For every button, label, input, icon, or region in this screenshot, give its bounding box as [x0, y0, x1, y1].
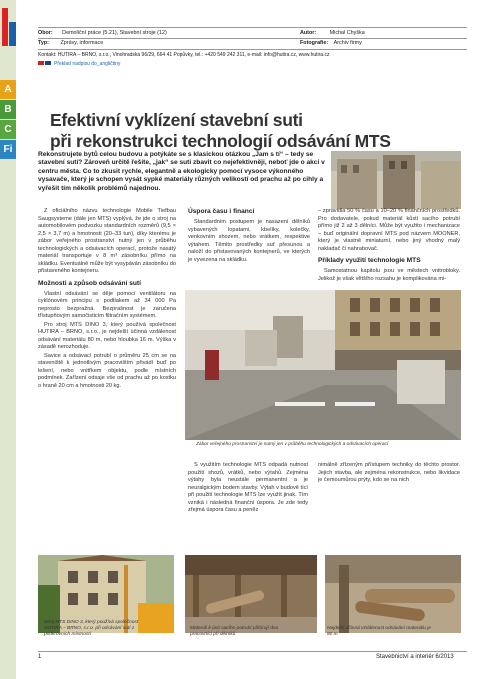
- typ-label: Typ:: [38, 40, 49, 46]
- street-works-caption: Zábor veřejného prostranství je nutný jen v průběhu technologických a odsávacích operací: [196, 442, 389, 447]
- tab-a-label: A: [4, 84, 12, 95]
- mid-left-paragraph: S využitím technologie MTS odpadá nutnost použití shozů, vrátků, nebo výtahů. Zejména výtahy byla neustále permanentní a je neuralgickým bodem stavby. Výtah v budově tící při použití technologie MTS lze využít jinak. Tím vzniká i následná finanční úspora. Je zde tedy zřejmá úspora času a peněz: [188, 462, 308, 513]
- street-scene-photo-top: [331, 151, 461, 209]
- foto-label: Fotografie:: [300, 40, 329, 46]
- header-rule-bottom: [38, 49, 467, 50]
- flag-uk-icon: [45, 61, 51, 65]
- autor-label: Autor:: [300, 30, 317, 36]
- col1-paragraph-4: Savice a odsávací potrubí o průměru 25 cm se na staveniště k jednotlivým pracovištím přivádí buď po lešení, nebo vnitřkem objektu, podle místních podmínek. Zařízení odsaje vše od prachu až po kostku o hraně 20 cm a hmotnosti 20 kg.: [38, 352, 176, 389]
- col1-paragraph-1: Z oficiálního názvu technologie Mobile Tiefbau Saugsysteme (dále jen MTS) vyplývá, že jde o stroj na automobilovém podvozku standardních rozměrů (9,5 × 2,5 × 3,7 m) a hmotnosti (20–33 tun), díky kterému je zábor veřejného prostranství nutný jen v průběhu technologických a odsávacích operací, protože nasátý materiál transportuje v 8 m³ zásobníku přímo na skládku. Eventuálně může být vysypáván zásobníku do přistaveného kontejneru.: [38, 208, 176, 274]
- col3-paragraph-2: Samostatnou kapitolu jsou ve městech vnitrobloky. Jelikož je však většího rozsahu je komplikována mi-: [318, 268, 460, 282]
- column-2: [188, 208, 310, 265]
- column-1: [38, 208, 176, 391]
- col1-heading: Možnosti a způsob odsávání sutí: [38, 279, 141, 287]
- street-works-photo: [185, 290, 461, 440]
- meta-foto: [300, 40, 362, 47]
- meta-obor: [38, 30, 167, 37]
- col2-paragraph-1: Standardním postupem je nasazení dělníků vybavených lopatami, kbelíky, kolečky, venkovním shozem, nebo vrátkem, respektive výtahem. Těmito prostředky suť přesunou a naloží do přistavovaných kontejnerů, ve kterých je vyvezena na skládku.: [188, 219, 310, 263]
- tab-b[interactable]: [0, 100, 16, 119]
- header-rule-mid: [38, 38, 467, 39]
- mid-column-right: [318, 462, 460, 486]
- autor-value: Michal Chyška: [329, 30, 365, 36]
- flag-cz-icon: [38, 61, 44, 65]
- article-title: [50, 110, 430, 152]
- tab-fi-label: Fi: [3, 144, 13, 155]
- tab-a[interactable]: [0, 80, 16, 99]
- mid-right-paragraph: nimálně zřízeným přístupem techniky do těchto prostor. Jejich stavba, ale zejména rekonstrukce, nebo likvidace je čemoumůrou prýty, kdo se na nich: [318, 462, 460, 483]
- pipe-photo: [325, 555, 461, 633]
- tab-c[interactable]: [0, 120, 16, 139]
- obor-label: Obor:: [38, 30, 53, 36]
- tab-fi[interactable]: [0, 140, 16, 159]
- col1-paragraph-3: Pro stroj MTS DINO 3, který používá společnost HUTIRA – BRNO, s.r.o., je nejdelší účinná vzdálenost odsávání materiálu 80 m, nebo hloubka 16 m. Výška v zásadě nerozhoduje.: [38, 321, 176, 350]
- attic-caption: Materiál k ústí sacího potrubí přibírají dva pracovníci při dělníků: [190, 626, 278, 637]
- attic-photo: [185, 555, 317, 633]
- meta-autor: [300, 30, 365, 37]
- obor-value: Demoliční práce (5.21), Stavební stroje (12): [62, 30, 167, 36]
- title-line-2: při rekonstrukci technologií odsávání MTS: [50, 131, 391, 151]
- article-lead: Rekonstrujete bytů celou budovu a potýkáte se s klasickou otázkou „Jam s tí“ – tedy se stavební sutí? Zároveň určitě řešíte, „jak“ se suti zbavit co nejefektivněji, neboť jde o akci v centru města. Co to zkusit rychle, elegantně a ekologicky pomocí vysoce výkonného vysavače, který je schopen vysát sypké materiály různých velikostí od prachu až po cihly a vyřešit tím několik problémů najednou.: [38, 151, 325, 192]
- translation-link-label: Překlad nadpisu do_angličtiny: [54, 61, 121, 67]
- translation-link[interactable]: [38, 61, 120, 68]
- col3-heading: Příklady využití technologie MTS: [318, 257, 421, 264]
- tab-c-label: C: [4, 124, 12, 135]
- title-line-1: Efektivní vyklízení stavební suti: [50, 110, 303, 130]
- col3-paragraph-1: – zpravidla 50 % času a 10–20 % finančních prostředků. Pro dodavatele, pokud materiál kůstí sacího potrubí přímo již 2 až 3 dělníci. Může být využito i mechanizace – buď originální dopravní MTS pod názvem MOONER, který je vlastně miniaturní, nebo jiný vhodný malý nakladač či nahrabovač.: [318, 208, 460, 252]
- header-rule-top: [38, 27, 467, 28]
- meta-typ: [38, 40, 103, 47]
- typ-value: Zprávy, informace: [60, 40, 104, 46]
- tab-b-label: B: [4, 104, 12, 115]
- col1-paragraph-2: Vlastní odsávání se děje pomocí ventilátoru na cyklónovém principu s podtlakem až 34 000 Pa neprosto bezpražná. Bezprašnost je zaručena třístupňovým samočisticím filtračním systémem.: [38, 290, 176, 319]
- journal-name: Stavebnictví a interiér 6/2013: [376, 654, 454, 660]
- col2-heading: Úspora času i financí: [188, 208, 255, 215]
- pipe-caption: Nejdelší účinná vzdálenost odsávání materiálu je 80 m: [327, 626, 431, 637]
- magazine-logo: [2, 8, 16, 46]
- page-number: 1: [38, 654, 42, 660]
- foto-value: Archiv firmy: [333, 40, 362, 46]
- footer-rule: [38, 651, 467, 652]
- contact-line[interactable]: Kontakt: HUTIRA – BRNO, s.r.o., Vinohradská 96/29, 664 41 Popůvky, tel.: +420 549 242 311, e-mail: info@hutira.cz, www.hutira.cz: [38, 52, 330, 58]
- mid-column-left: [188, 462, 308, 516]
- building-caption: Stroj MTS DINO 3, který používá společnost HUTIRA – BRNO, s.r.o. při odsávání sutí z podkrovních místností: [44, 620, 139, 637]
- column-3: [318, 208, 460, 284]
